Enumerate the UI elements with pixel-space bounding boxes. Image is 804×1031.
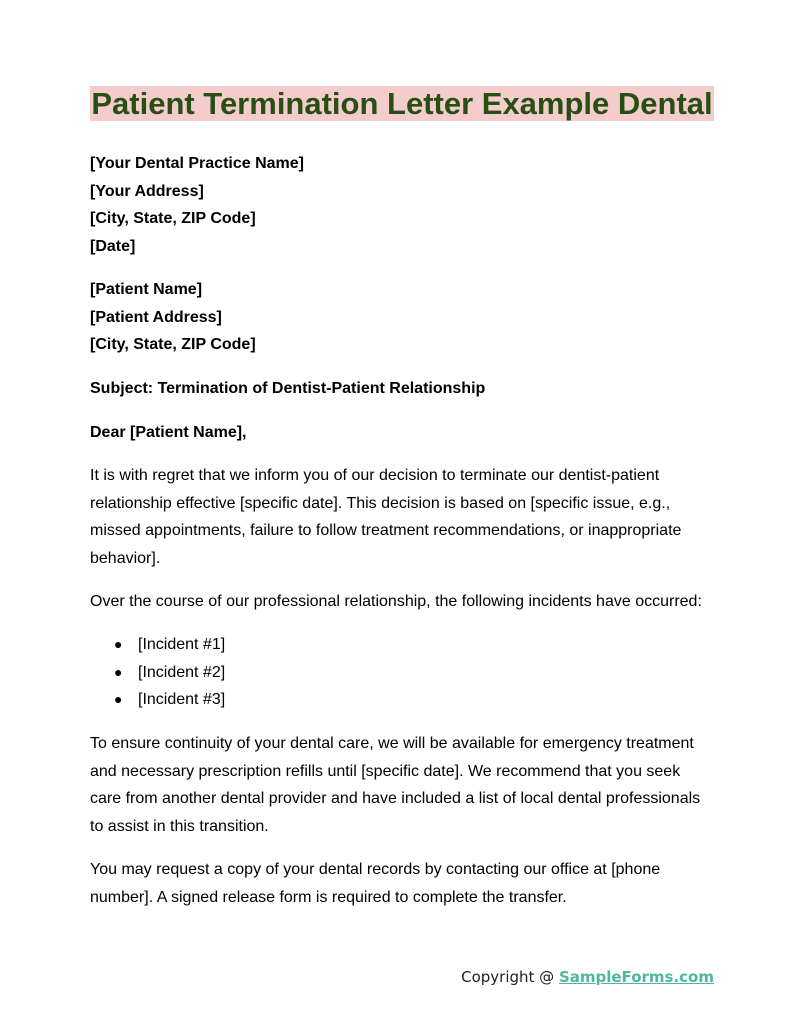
sender-address: [Your Address] <box>90 182 204 200</box>
records-paragraph: You may request a copy of your dental records by contacting our office at [phone number]. A signed release form is required to complete the transfer. <box>90 861 661 906</box>
incident-text: [Incident #3] <box>138 691 226 708</box>
document-title: Patient Termination Letter Example Dental <box>91 86 713 121</box>
list-item <box>90 631 225 659</box>
bullet-icon: ● <box>114 663 123 680</box>
incidents-lead-paragraph: Over the course of our professional relationship, the following incidents have occurred: <box>90 593 702 610</box>
salutation: Dear [Patient Name], <box>90 424 247 441</box>
bullet-icon: ● <box>114 636 123 652</box>
incident-text: [Incident #1] <box>138 636 226 653</box>
brand-link[interactable]: SampleForms.com <box>558 968 714 986</box>
continuity-paragraph: To ensure continuity of your dental care, we will be available for emergency treatment and necessary prescription refills until [specific date]. We recommend that you seek care from another dental provider and have included a list of local dental professionals to assist in this transition. <box>90 735 701 835</box>
copyright-footer <box>461 966 714 988</box>
recipient-address: [Patient Address] <box>90 308 222 326</box>
sender-city-state-zip: [City, State, ZIP Code] <box>90 210 256 227</box>
bullet-icon: ● <box>114 691 123 707</box>
list-item <box>90 686 225 714</box>
incident-text: [Incident #2] <box>138 663 226 681</box>
recipient-block <box>90 276 714 359</box>
recipient-city-state-zip: [City, State, ZIP Code] <box>90 336 256 353</box>
recipient-name: [Patient Name] <box>90 281 203 298</box>
letter-date: [Date] <box>90 237 136 255</box>
copyright-prefix: Copyright @ <box>461 968 559 986</box>
list-item <box>90 659 225 687</box>
incident-list <box>90 631 225 714</box>
subject-line: Subject: Termination of Dentist-Patient Relationship <box>90 380 486 397</box>
title-wrap <box>90 86 714 121</box>
sender-block <box>90 150 714 260</box>
intro-paragraph: It is with regret that we inform you of our decision to terminate our dentist-patient relationship effective [specific date]. This decision is based on [specific issue, e.g., missed appointments, failure to follow treatment recommendations, or inappropriate behavior]. <box>90 467 682 567</box>
sender-practice-name: [Your Dental Practice Name] <box>90 155 304 172</box>
